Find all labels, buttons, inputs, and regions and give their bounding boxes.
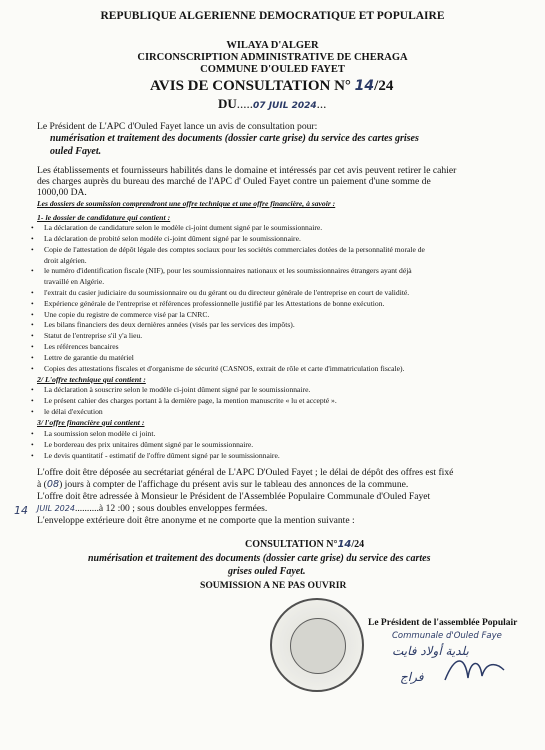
list-item: • le délai d'exécution (44, 407, 103, 416)
list-item: • La soumission selon modèle ci joint. (44, 429, 155, 438)
avis-date: DU.....07 JUIL 2024... (218, 96, 327, 111)
dossiers-heading: Les dossiers de soumission comprendront une offre technique et une offre financière, à savoir : (37, 199, 336, 208)
section3-title: 3/ l'offre financière qui contient : (37, 418, 145, 427)
list-item: • Copies des attestations fiscales et d'organisme de sécurité (CASNOS, extrait de rôle et carte d'immatriculation fiscale). (44, 364, 404, 373)
arabic-name: فراج (400, 670, 424, 684)
closing-line-5: L'enveloppe extérieure doit être anonyme et ne comporte que la mention suivante : (37, 515, 355, 526)
consultation-year: /24 (351, 539, 365, 550)
intro-line: Le Président de L'APC d'Ouled Fayet lance un avis de consultation pour: (37, 121, 318, 132)
list-item: • Lettre de garantie du matériel (44, 353, 134, 362)
arabic-commune: بلدية أولاد فايت (392, 644, 469, 658)
closing-line-4 (37, 503, 267, 514)
official-stamp (270, 598, 364, 692)
consultation-label (245, 539, 364, 550)
stamp-emblem (290, 618, 346, 674)
list-item: • La déclaration à souscrire selon le modèle ci-joint dûment signé par le soumissionnaire. (44, 385, 310, 394)
closing-line-2 (37, 479, 408, 490)
republic-title: REPUBLIQUE ALGERIENNE DEMOCRATIQUE ET POPULAIRE (100, 10, 445, 22)
list-item: • Le bordereau des prix unitaires dûment signé par le soumissionnaire. (44, 440, 253, 449)
commune-line: COMMUNE D'OULED FAYET (200, 64, 345, 75)
list-item-continued: droit algérien. (44, 256, 87, 265)
consultation-subject-1: numérisation et traitement des documents (dossier carte grise) du service des cartes (88, 553, 431, 564)
date-value: 07 JUIL 2024 (253, 101, 317, 111)
para-line-1: Les établissements et fournisseurs habilités dans le domaine et intéressés par cet avis peuvent retirer le cahier (37, 165, 457, 176)
para-line-3: 1000,00 DA. (37, 187, 87, 198)
subject-line-2: ouled Fayet. (50, 146, 102, 157)
closing-line-4-text: ..........à 12 :00 ; sous doubles enveloppes fermées. (74, 503, 268, 514)
deposit-date: JUIL 2024 (37, 504, 75, 513)
list-item-continued: travaillé en Algérie. (44, 277, 105, 286)
list-item: • La déclaration de probité selon modèle ci-joint dûment signé par le soumissionnaire. (44, 234, 301, 243)
closing-line-3: L'offre doit être adressée à Monsieur le Président de l'Assemblée Populaire Communale d'Ouled Fayet (37, 491, 431, 502)
list-item: • Copie de l'attestation de dépôt légale des comptes sociaux pour les sociétés commerciales dotées de la personnalité morale de (44, 245, 425, 254)
signatory-title: Le Président de l'assemblée Populair (368, 618, 518, 628)
delay-days: 08 (46, 479, 60, 490)
section2-title: 2/ L'offre technique qui contient : (37, 375, 146, 384)
handwritten-signature (440, 650, 510, 690)
signatory-commune: Communale d'Ouled Faye (392, 631, 502, 641)
do-not-open-notice: SOUMISSION A NE PAS OUVRIR (200, 580, 347, 591)
list-item: • l'extrait du casier judiciaire du soumissionnaire ou du gérant ou du directeur générale de l'entreprise en court de validité. (44, 288, 409, 297)
list-item: • Le présent cahier des charges portant à la dernière page, la mention manuscrite « lu et accepté ». (44, 396, 337, 405)
consultation-subject-2: grises ouled Fayet. (228, 566, 306, 577)
list-item: • Les références bancaires (44, 342, 119, 351)
consultation-number: 14 (337, 539, 352, 550)
section1-title: 1- le dossier de candidature qui contient : (37, 213, 171, 222)
list-item: • La déclaration de candidature selon le modèle ci-joint dument signé par le soumissionnaire. (44, 223, 322, 232)
avis-number: 14 (354, 78, 375, 94)
subject-line-1: numérisation et traitement des documents (dossier carte grise) du service des cartes grises (50, 133, 419, 144)
avis-year: /24 (374, 78, 394, 94)
avis-label: AVIS DE CONSULTATION N° (150, 78, 351, 94)
circonscription-line: CIRCONSCRIPTION ADMINISTRATIVE DE CHERAGA (137, 52, 408, 63)
list-item: • Le devis quantitatif - estimatif de l'offre dûment signé par le soumissionnaire. (44, 451, 280, 460)
consultation-label-text: CONSULTATION N° (245, 539, 338, 550)
closing-line-2-b: ) jours à compter de l'affichage du présent avis sur le tableau des annonces de la commune. (59, 479, 409, 490)
wilaya-line: WILAYA D'ALGER (226, 40, 319, 51)
avis-title (150, 78, 393, 95)
closing-line-2-a: à ( (37, 479, 47, 490)
para-line-2: des charges auprès du bureau des marché de l'APC d' Ouled Fayet contre un paiement d'une somme de (37, 176, 431, 187)
list-item: • le numéro d'identification fiscale (NIF), pour les soumissionnaires nationaux et les soumissionnaires étrangers ayant déjà (44, 266, 412, 275)
date-label: DU (218, 96, 237, 111)
list-item: • Une copie du registre de commerce visé par la CNRC. (44, 310, 209, 319)
closing-line-1: L'offre doit être déposée au secrétariat général de L'APC D'Ouled Fayet ; le délai de dépôt des offres est fixé (37, 467, 454, 478)
list-item: • Les bilans financiers des deux dernières années (visés par les services des impôts). (44, 320, 295, 329)
list-item: • Statut de l'entreprise s'il y'a lieu. (44, 331, 142, 340)
list-item: • Expérience générale de l'entreprise et références professionnelle justifié par les Attestations de bonne exécution. (44, 299, 384, 308)
margin-day: 14 (14, 504, 28, 517)
